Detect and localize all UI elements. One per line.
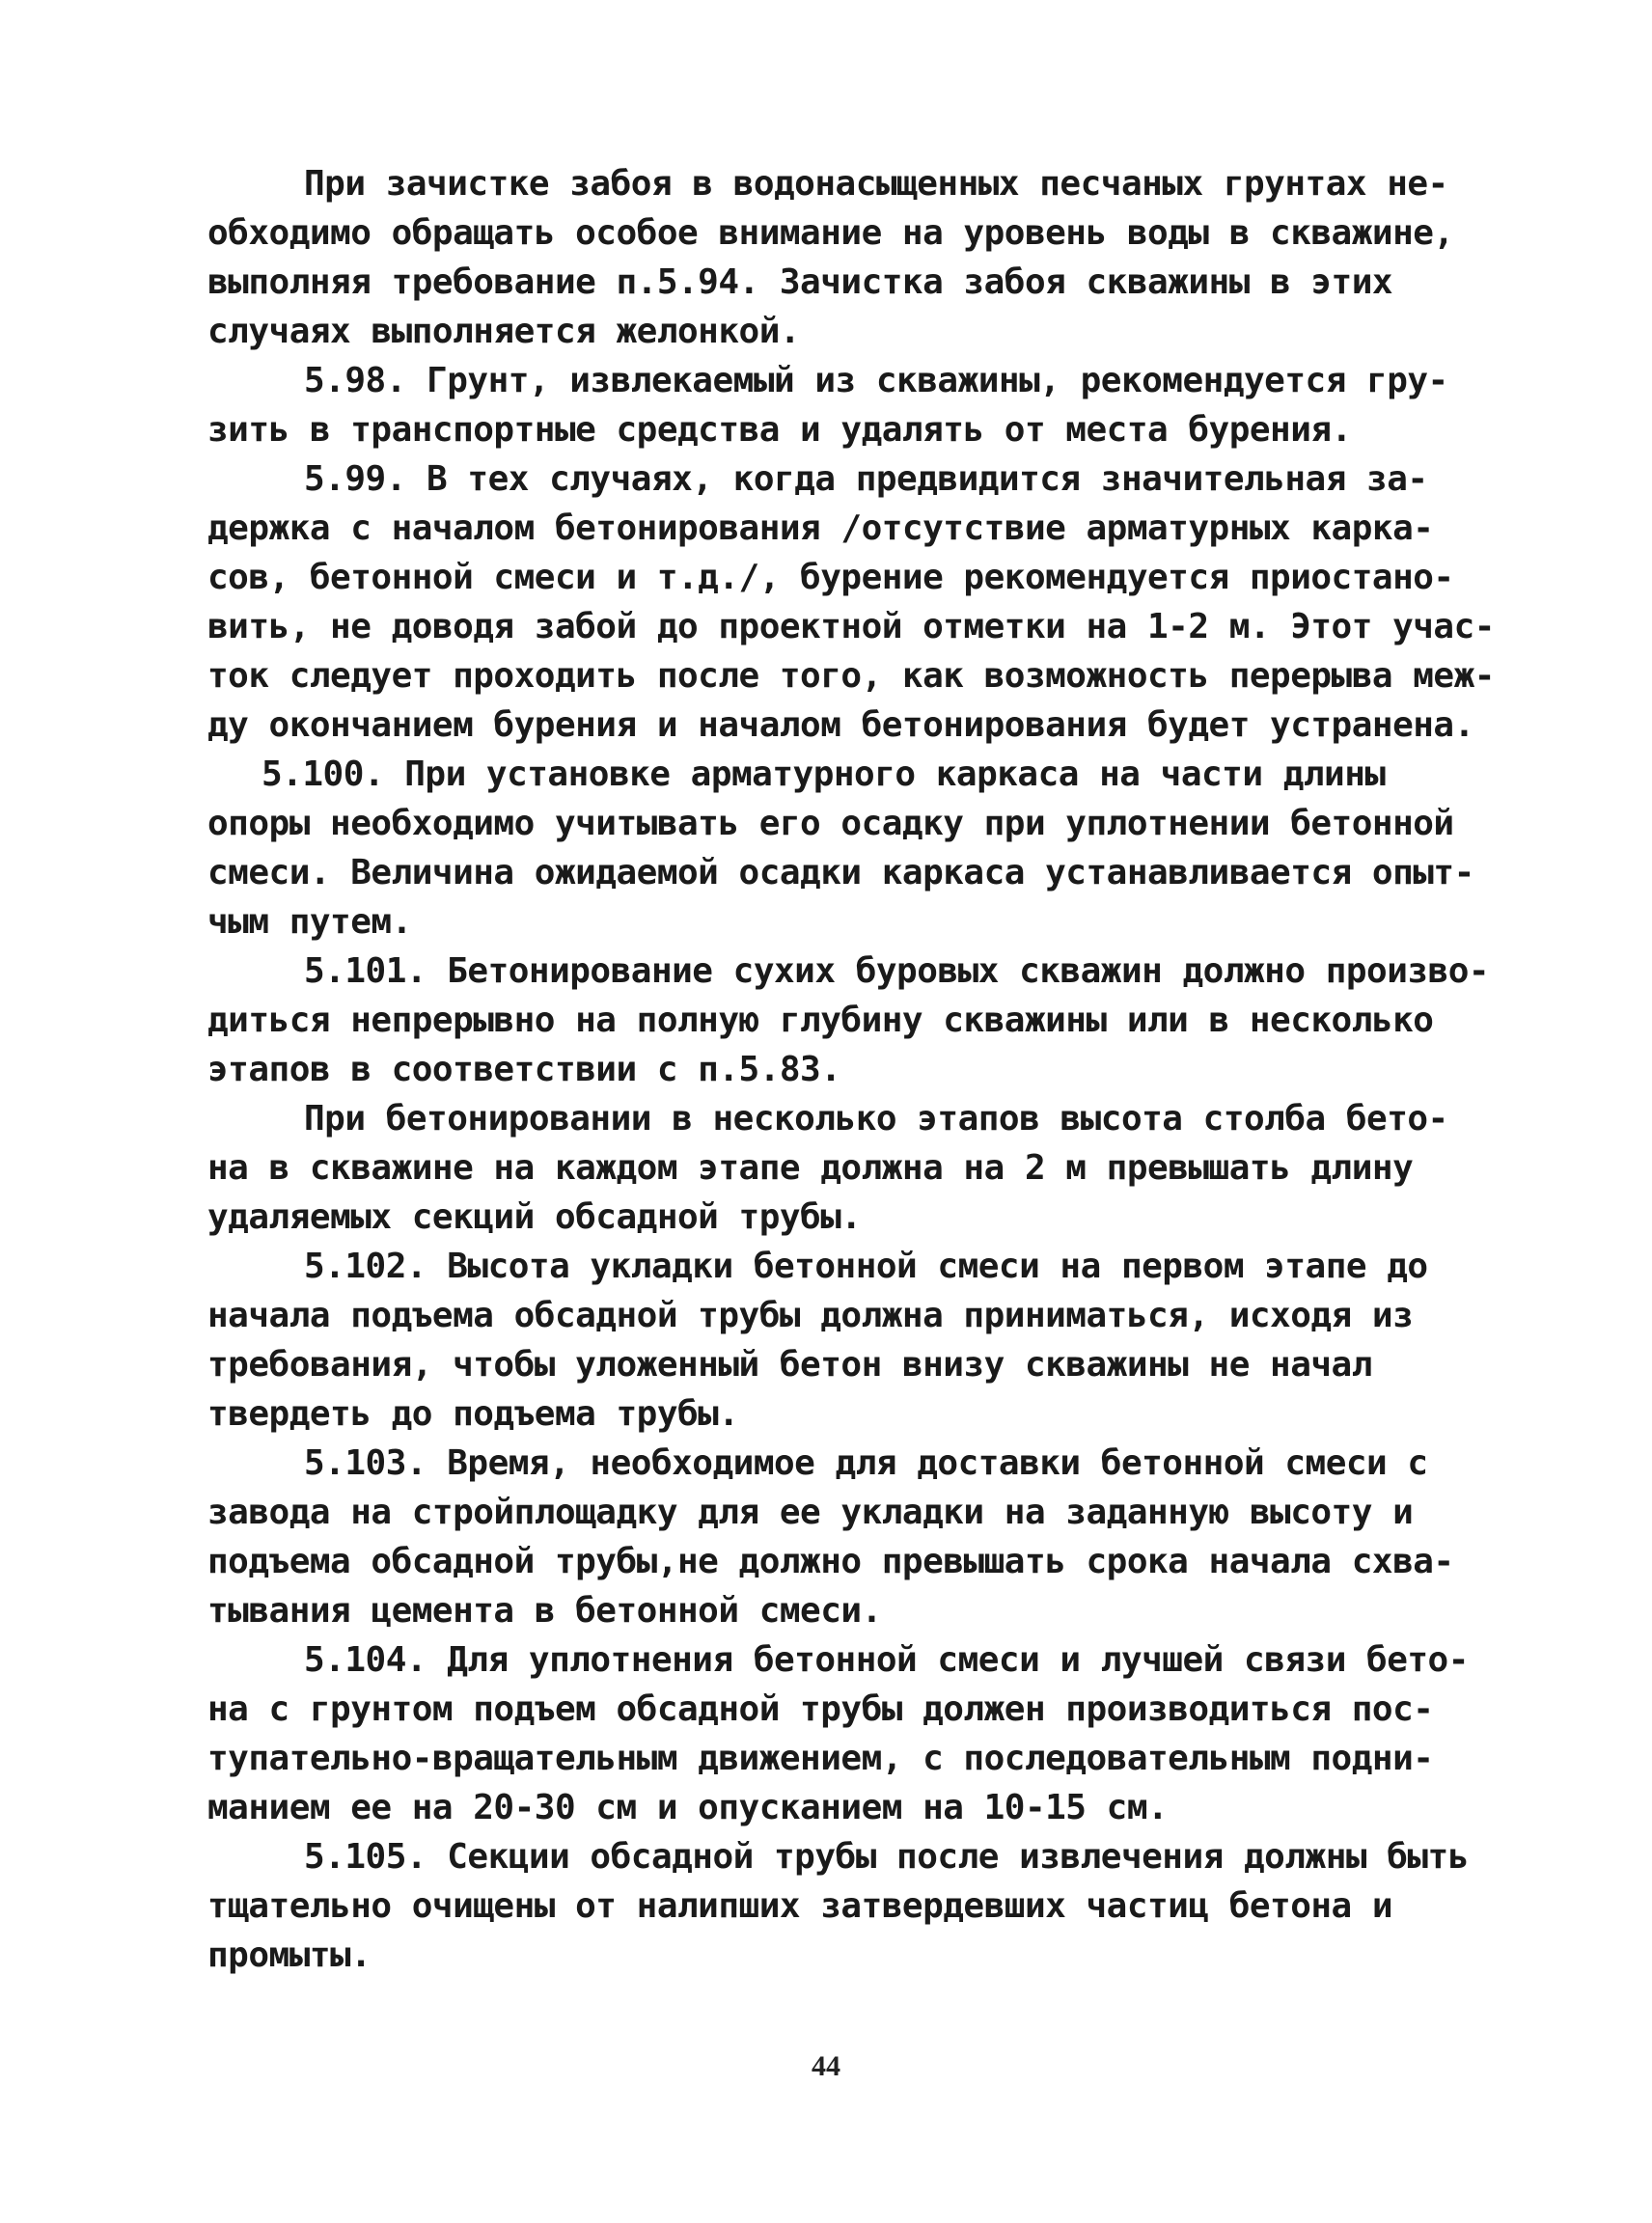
text-line: смеси. Величина ожидаемой осадки каркаса устанавливается опыт- [207,853,1474,892]
text-line: выполняя требование п.5.94. Зачистка забоя скважины в этих [207,262,1393,302]
text-line: При бетонировании в несколько этапов высота столба бето- [304,1099,1448,1139]
paragraph-5-102 [207,1242,1462,1439]
text-line: удаляемых секций обсадной трубы. [207,1197,862,1237]
text-line: 5.102. Высота укладки бетонной смеси на первом этапе до [304,1247,1428,1286]
text-line: манием ее на 20-30 см и опусканием на 10-15 см. [207,1788,1169,1827]
page-number: 44 [812,2050,840,2082]
text-line: 5.103. Время, необходимое для доставки бетонной смеси с [304,1443,1428,1483]
paragraph-5-103 [207,1439,1462,1635]
text-line: завода на стройплощадку для ее укладки на заданную высоту и [207,1493,1414,1532]
text-line: ду окончанием бурения и началом бетонирования будет устранена. [207,705,1474,745]
paragraph-pri-betonirovanii [207,1094,1462,1242]
text-line: сов, бетонной смеси и т.д./, бурение рекомендуется приостано- [207,558,1454,597]
paragraph-5-99 [207,454,1495,750]
text-line: тывания цемента в бетонной смеси. [207,1591,882,1631]
text-line: этапов в соответствии с п.5.83. [207,1050,841,1089]
text-line: 5.99. В тех случаях, когда предвидится значительная за- [304,459,1428,499]
text-line: подъема обсадной трубы,не должно превышать срока начала схва- [207,1542,1454,1581]
text-line: начала подъема обсадной трубы должна приниматься, исходя из [207,1296,1414,1335]
text-line: требования, чтобы уложенный бетон внизу скважины не начал [207,1345,1372,1385]
text-line: тупательно-вращательным движением, с последовательным подни- [207,1739,1434,1778]
text-line: зить в транспортные средства и удалять от места бурения. [207,410,1352,450]
text-line: 5.104. Для уплотнения бетонной смеси и лучшей связи бето- [304,1640,1469,1680]
text-line: на в скважине на каждом этапе должна на 2 м превышать длину [207,1148,1414,1188]
text-line: случаях выполняется желонкой. [207,312,801,351]
text-line: вить, не доводя забой до проектной отметки на 1-2 м. Этот учас- [207,607,1495,646]
text-line: чым путем. [207,902,412,942]
text-line: 5.101. Бетонирование сухих буровых скважин должно произво- [304,951,1490,991]
text-line: опоры необходимо учитывать его осадку при уплотнении бетонной [207,804,1454,843]
paragraph-5-104 [207,1635,1469,1832]
paragraph-5-101 [207,947,1490,1094]
paragraph-zachistka [207,159,1462,356]
text-line: твердеть до подъема трубы. [207,1394,739,1434]
text-line: тщательно очищены от налипших затвердевших частиц бетона и [207,1886,1393,1926]
document-body [207,159,1495,1980]
text-line: диться непрерывно на полную глубину скважины или в несколько [207,1001,1434,1040]
text-line: 5.105. Секции обсадной трубы после извлечения должны быть [304,1837,1469,1877]
text-line: ток следует проходить после того, как возможность перерыва меж- [207,656,1495,696]
text-line: на с грунтом подъем обсадной трубы должен производиться пос- [207,1689,1434,1729]
text-line: обходимо обращать особое внимание на уровень воды в скважине, [207,213,1454,253]
paragraph-5-105 [207,1832,1469,1980]
text-line: промыты. [207,1935,372,1975]
text-line: При зачистке забоя в водонасыщенных песчаных грунтах не- [304,164,1448,204]
paragraph-5-100 [207,750,1474,947]
paragraph-5-98 [207,356,1462,454]
text-line: держка с началом бетонирования /отсутствие арматурных карка- [207,508,1434,548]
text-line: 5.100. При установке арматурного каркаса на части длины [262,755,1386,794]
text-line: 5.98. Грунт, извлекаемый из скважины, рекомендуется гру- [304,361,1448,400]
